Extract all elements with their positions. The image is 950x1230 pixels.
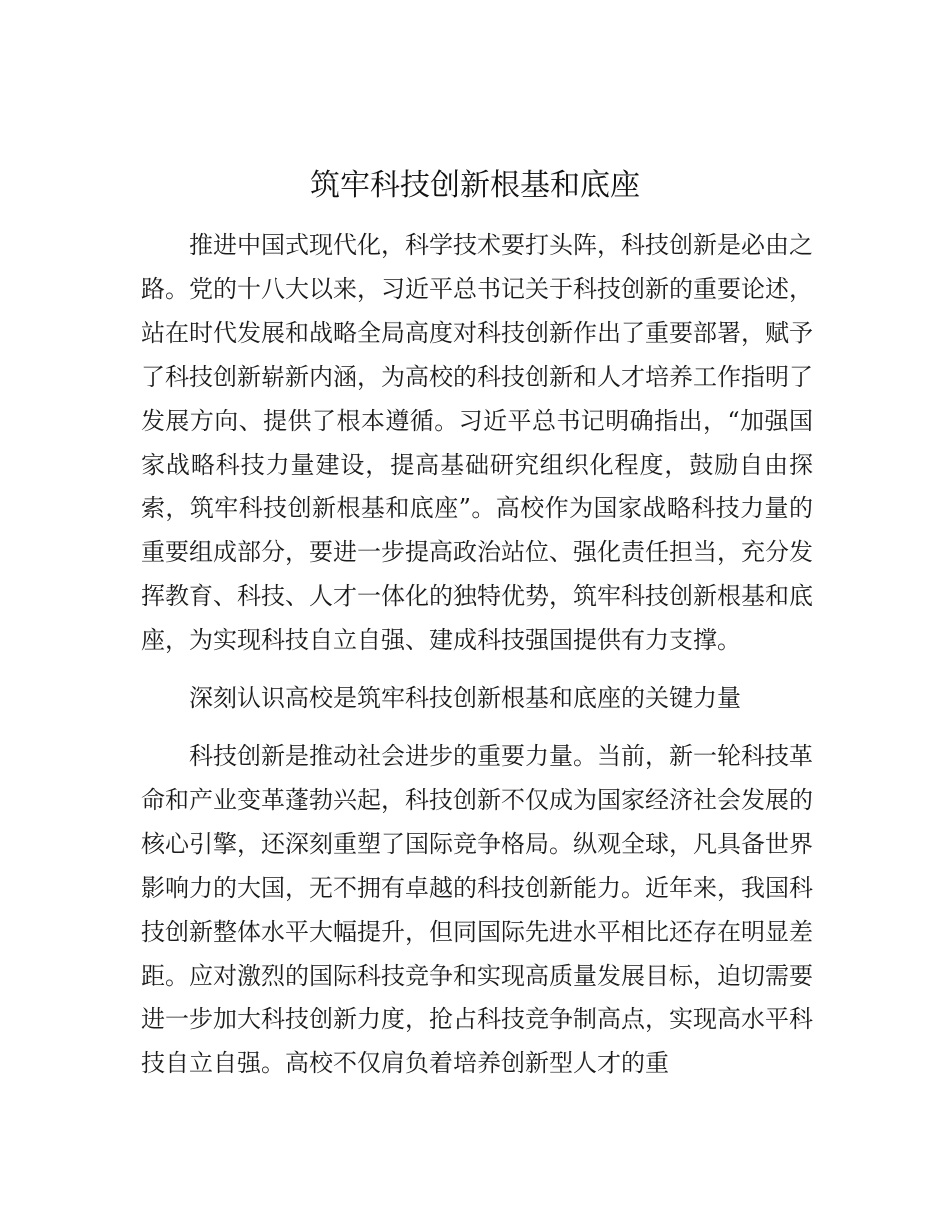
document-title: 筑牢科技创新根基和底座 — [310, 168, 640, 203]
section-heading: 深刻认识高校是筑牢科技创新根基和底座的关键力量 — [189, 684, 741, 713]
section-paragraph: 科技创新是推动社会进步的重要力量。当前，新一轮科技革命和产业变革蓬勃兴起，科技创新不仅成为国家经济社会发展的核心引擎，还深刻重塑了国际竞争格局。纵观全球，凡具备世界影响力的大国，无不拥有卓越的科技创新能力。近年来，我国科技创新整体水平大幅提升，但同国际先进水平相比还存在明显差距。应对激烈的国际科技竞争和实现高质量发展目标，迫切需要进一步加大科技创新力度，抢占科技竞争制高点，实现高水平科技自立自强。高校不仅肩负着培养创新型人才的重 — [141, 741, 813, 1078]
document-body — [141, 224, 813, 1086]
intro-paragraph: 推进中国式现代化，科学技术要打头阵，科技创新是必由之路。党的十八大以来，习近平总书记关于科技创新的重要论述，站在时代发展和战略全局高度对科技创新作出了重要部署，赋予了科技创新崭新内涵，为高校的科技创新和人才培养工作指明了发展方向、提供了根本遵循。习近平总书记明确指出，“加强国家战略科技力量建设，提高基础研究组织化程度，鼓励自由探索，筑牢科技创新根基和底座”。高校作为国家战略科技力量的重要组成部分，要进一步提高政治站位、强化责任担当，充分发挥教育、科技、人才一体化的独特优势，筑牢科技创新根基和底座，为实现科技自立自强、建成科技强国提供有力支撑。 — [141, 231, 813, 655]
